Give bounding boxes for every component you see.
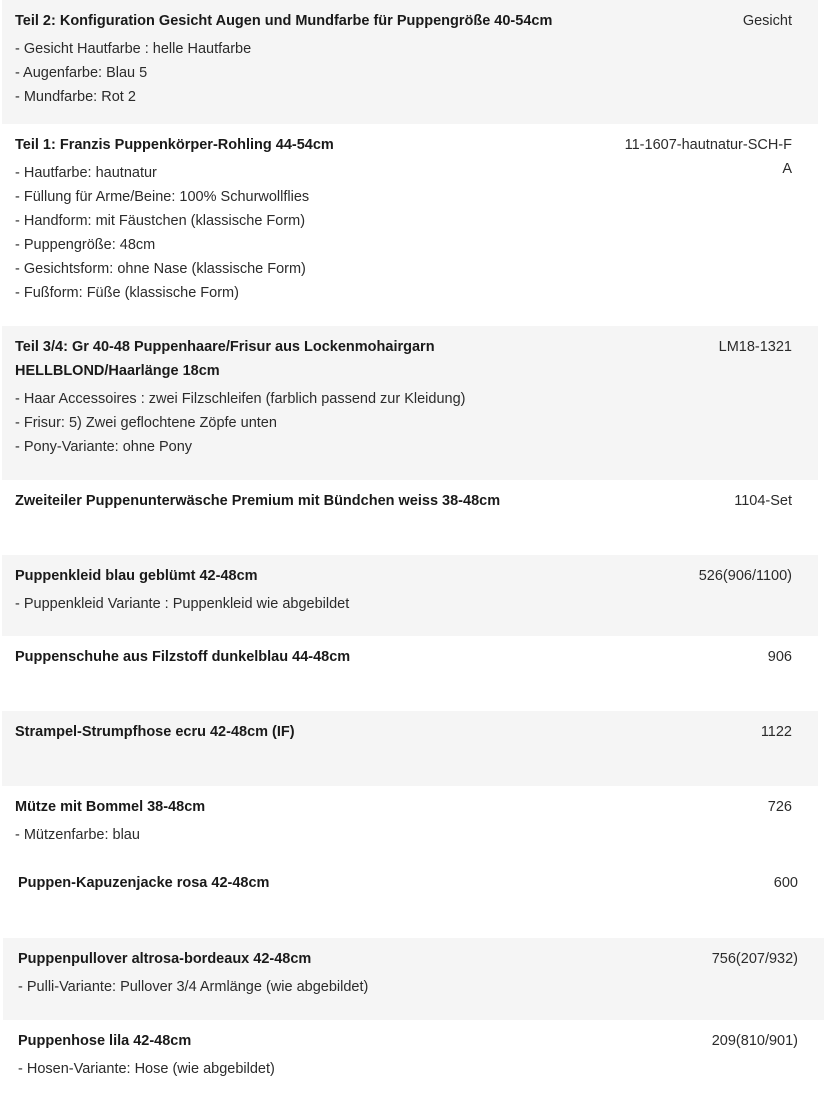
- item-option: - Puppenkleid Variante : Puppenkleid wie abgebildet: [15, 596, 350, 612]
- item-option: - Gesichtsform: ohne Nase (klassische Form): [15, 261, 306, 277]
- item-option: - Puppengröße: 48cm: [15, 237, 156, 253]
- item-details: [15, 795, 615, 847]
- item-option: - Mundfarbe: Rot 2: [15, 89, 136, 105]
- order-item-row: [2, 636, 818, 711]
- item-title: Puppen-Kapuzenjacke rosa 42-48cm: [18, 875, 270, 891]
- order-item-row: [2, 326, 818, 480]
- order-item-row: [3, 938, 824, 1020]
- item-title: Teil 1: Franzis Puppenkörper-Rohling 44-54cm: [15, 137, 334, 153]
- item-details: [18, 947, 618, 999]
- item-option: - Handform: mit Fäustchen (klassische Form): [15, 213, 306, 229]
- item-sku: 11-1607-hautnatur-SCH-FA: [624, 137, 792, 177]
- item-sku: 209(810/901): [711, 1033, 798, 1049]
- item-details: [15, 335, 466, 459]
- item-details: [15, 564, 615, 616]
- item-details: [15, 645, 615, 669]
- item-option: - Frisur: 5) Zwei geflochtene Zöpfe unten: [15, 415, 277, 431]
- item-option: - Haar Accessoires : zwei Filzschleifen (farblich passend zur Kleidung): [15, 391, 466, 407]
- item-sku: 726: [767, 799, 792, 815]
- item-option: - Fußform: Füße (klassische Form): [15, 285, 239, 301]
- item-option: - Pulli-Variante: Pullover 3/4 Armlänge (wie abgebildet): [18, 979, 369, 995]
- item-sku: 756(207/932): [711, 951, 798, 967]
- order-item-row: [2, 555, 818, 636]
- item-option: - Hosen-Variante: Hose (wie abgebildet): [18, 1061, 275, 1077]
- item-details: [18, 1029, 618, 1081]
- item-title: Teil 3/4: Gr 40-48 Puppenhaare/Frisur aus Lockenmohairgarn HELLBLOND/Haarlänge 18cm: [15, 339, 435, 379]
- order-item-row: [2, 480, 818, 555]
- item-title: Strampel-Strumpfhose ecru 42-48cm (IF): [15, 724, 295, 740]
- item-title: Teil 2: Konfiguration Gesicht Augen und Mundfarbe für Puppengröße 40-54cm: [15, 13, 553, 29]
- order-item-row: [2, 124, 818, 326]
- item-details: [15, 720, 615, 744]
- order-item-row: [3, 862, 824, 938]
- order-item-row: [3, 1020, 824, 1104]
- item-sku: 1104-Set: [734, 493, 792, 509]
- item-details: [15, 489, 615, 513]
- item-option: - Pony-Variante: ohne Pony: [15, 439, 193, 455]
- item-sku: 526(906/1100): [698, 568, 792, 584]
- item-option: - Füllung für Arme/Beine: 100% Schurwollflies: [15, 189, 310, 205]
- item-details: [15, 133, 615, 305]
- item-option: - Augenfarbe: Blau 5: [15, 65, 148, 81]
- item-option: - Gesicht Hautfarbe : helle Hautfarbe: [15, 41, 252, 57]
- item-title: Zweiteiler Puppenunterwäsche Premium mit Bündchen weiss 38-48cm: [15, 493, 501, 509]
- item-sku: 600: [773, 875, 798, 891]
- item-details: [15, 9, 615, 109]
- item-title: Puppenhose lila 42-48cm: [18, 1033, 192, 1049]
- item-option: - Hautfarbe: hautnatur: [15, 165, 157, 181]
- item-sku: 1122: [760, 724, 792, 740]
- order-item-row: [2, 0, 818, 124]
- item-title: Puppenkleid blau geblümt 42-48cm: [15, 568, 258, 584]
- item-sku: LM18-1321: [718, 339, 792, 355]
- item-title: Mütze mit Bommel 38-48cm: [15, 799, 206, 815]
- order-item-row: [2, 711, 818, 786]
- item-title: Puppenpullover altrosa-bordeaux 42-48cm: [18, 951, 312, 967]
- item-details: [18, 871, 618, 895]
- item-sku: 906: [767, 649, 792, 665]
- order-item-row: [2, 786, 818, 862]
- item-sku: Gesicht: [742, 13, 792, 29]
- item-option: - Mützenfarbe: blau: [15, 827, 140, 843]
- item-title: Puppenschuhe aus Filzstoff dunkelblau 44-48cm: [15, 649, 351, 665]
